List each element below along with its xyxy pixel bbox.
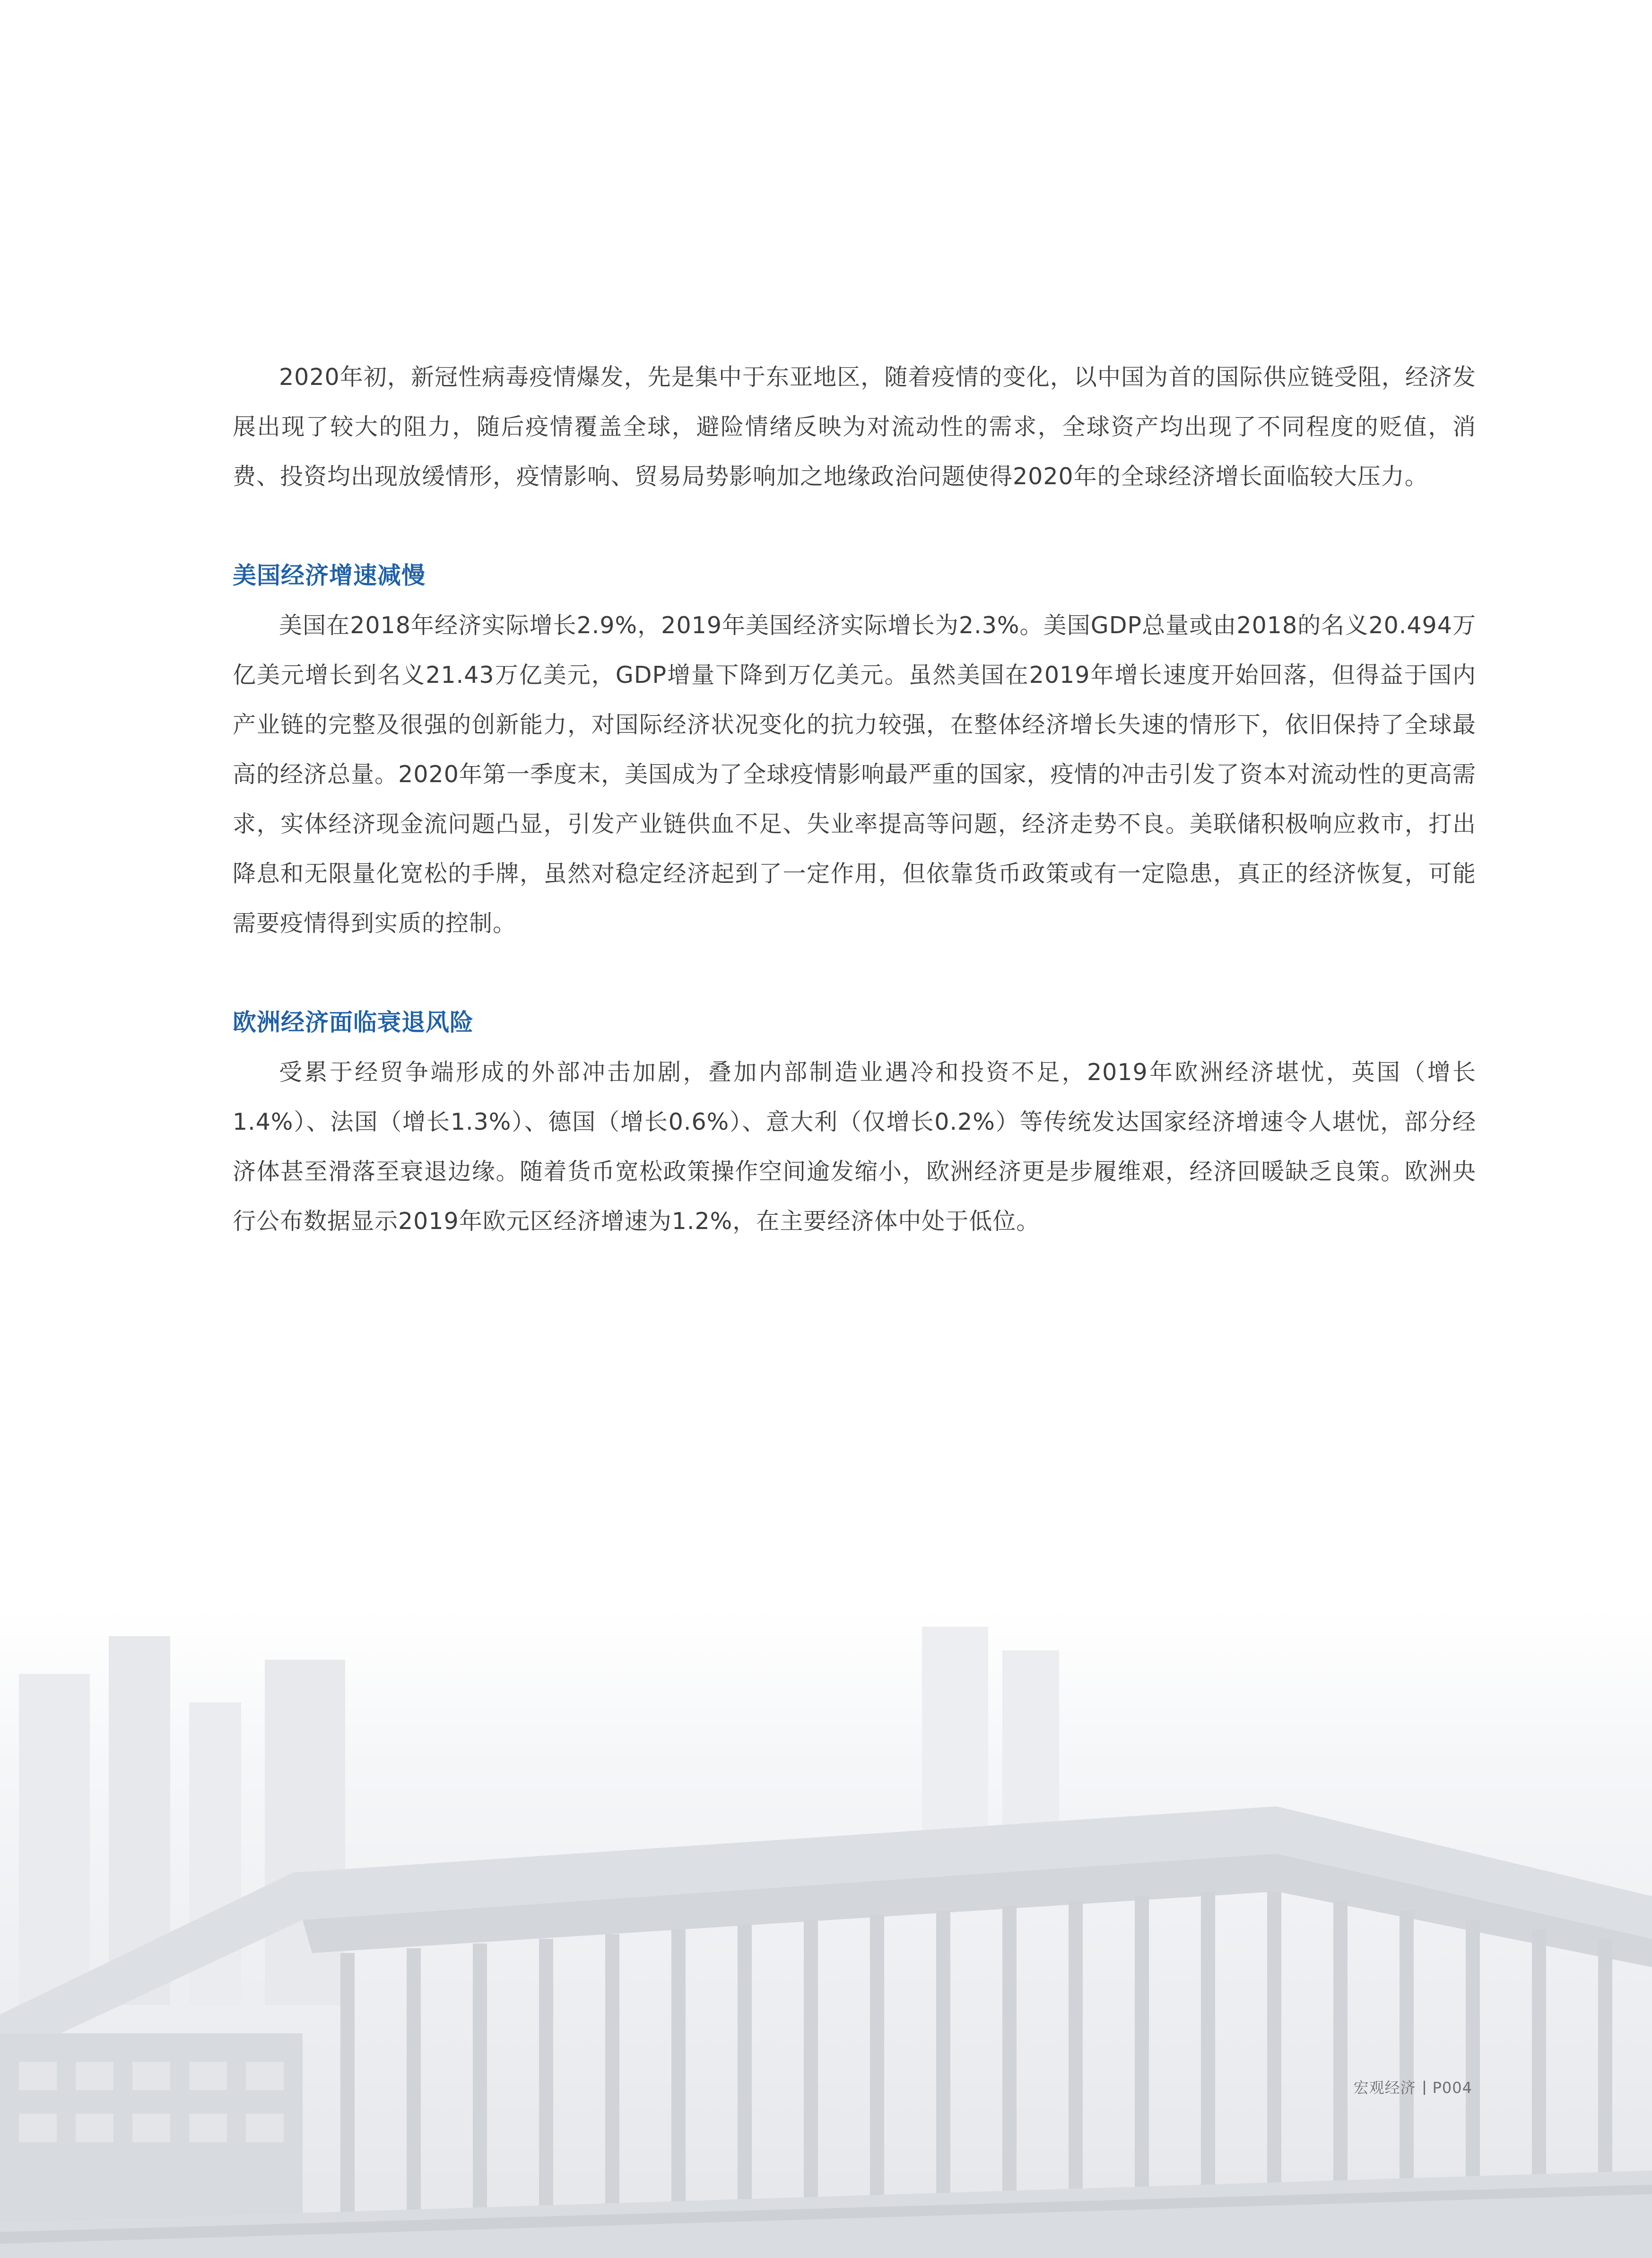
page-footer <box>1354 2076 1472 2098</box>
article-body <box>233 352 1476 1246</box>
section-title-europe-economy: 欧洲经济面临衰退风险 <box>233 1009 474 1036</box>
footer-section-name: 宏观经济 <box>1353 2079 1416 2097</box>
section-body-europe-economy: 受累于经贸争端形成的外部冲击加剧，叠加内部制造业遇冷和投资不足，2019年欧洲经济堪忧，英国（增长1.4%）、法国（增长1.3%）、德国（增长0.6%）、意大利（仅增长0.2%）等传统发达国家经济增速令人堪忧，部分经济体甚至滑落至衰退边缘。随着货币宽松政策操作空间逾发缩小，欧洲经济更是步履维艰，经济回暖缺乏良策。欧洲央行公布数据显示2019年欧元区经济增速为1.2%，在主要经济体中处于低位。 <box>233 1059 1476 1235</box>
background-building-photo <box>0 1608 1652 2258</box>
section-title-us-economy: 美国经济增速减慢 <box>233 562 426 589</box>
footer-divider <box>1424 2081 1425 2095</box>
page-number: P004 <box>1432 2079 1472 2097</box>
intro-paragraph: 2020年初，新冠性病毒疫情爆发，先是集中于东亚地区，随着疫情的变化，以中国为首的国际供应链受阻，经济发展出现了较大的阻力，随后疫情覆盖全球，避险情绪反映为对流动性的需求，全球资产均出现了不同程度的贬值，消费、投资均出现放缓情形，疫情影响、贸易局势影响加之地缘政治问题使得2020年的全球经济增长面临较大压力。 <box>233 364 1476 490</box>
section-body-us-economy: 美国在2018年经济实际增长2.9%，2019年美国经济实际增长为2.3%。美国GDP总量或由2018的名义20.494万亿美元增长到名义21.43万亿美元，GDP增量下降到万亿美元。虽然美国在2019年增长速度开始回落，但得益于国内产业链的完整及很强的创新能力，对国际经济状况变化的抗力较强，在整体经济增长失速的情形下，依旧保持了全球最高的经济总量。2020年第一季度末，美国成为了全球疫情影响最严重的国家，疫情的冲击引发了资本对流动性的更高需求，实体经济现金流问题凸显，引发产业链供血不足、失业率提高等问题，经济走势不良。美联储积极响应救市，打出降息和无限量化宽松的手牌，虽然对稳定经济起到了一定作用，但依靠货币政策或有一定隐患，真正的经济恢复，可能需要疫情得到实质的控制。 <box>233 612 1476 937</box>
building-silhouette-image <box>0 1608 1652 2258</box>
